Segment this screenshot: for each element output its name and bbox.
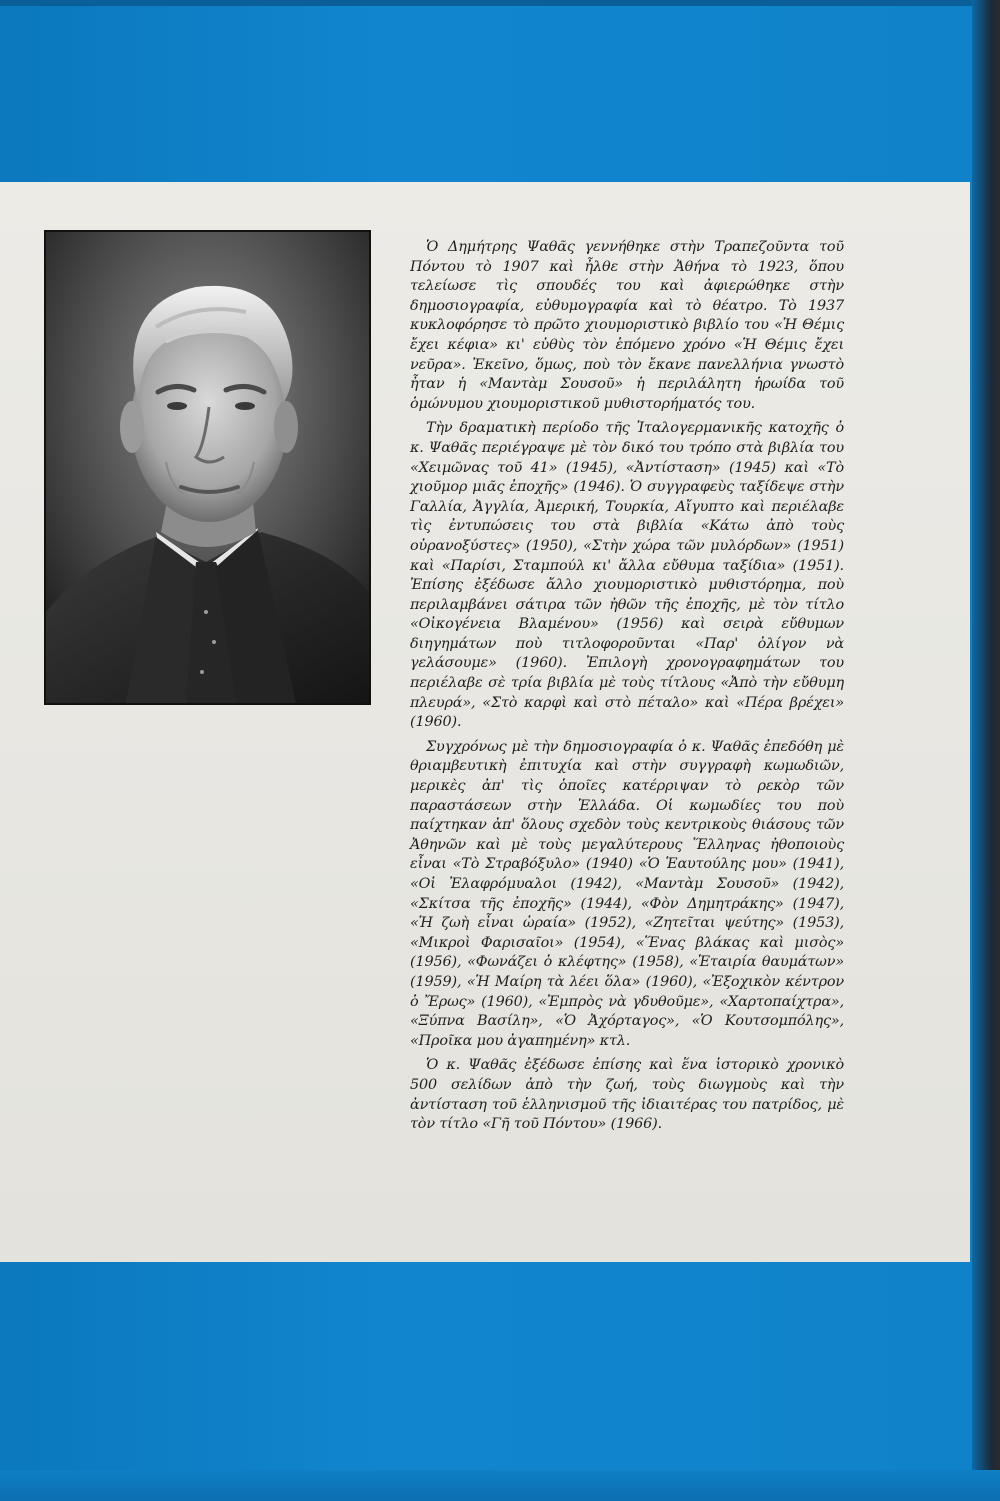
author-portrait-photo	[44, 230, 371, 705]
cover-spine-edge	[972, 0, 1000, 1501]
portrait-illustration	[46, 232, 369, 703]
cover-top-edge	[0, 0, 1000, 6]
cover-bottom-edge	[0, 1470, 1000, 1501]
bio-paragraph-birth: Ὁ Δημήτρης Ψαθᾶς γεννήθηκε στὴν Τραπεζοῦντα τοῦ Πόντου τὸ 1907 καὶ ἦλθε στὴν Ἀθήνα τὸ 1923, ὅπου τελείωσε τὶς σπουδές του καὶ ἀφιερώθηκε στὴν δημοσιογραφία, εὐθυμογραφία καὶ τὸ θέατρο. Τὸ 1937 κυκλοφόρησε τὸ πρῶτο χιουμοριστικὸ βιβλίο του «Ἡ Θέμις ἔχει κέφια» κι' εὐθὺς τὸν ἑπόμενο χρόνο «Ἡ Θέμις ἔχει νεῦρα». Ἐκεῖνο, ὅμως, ποὺ τὸν ἔκανε πανελλήνια γνωστὸ ἦταν ἡ «Μαντὰμ Σουσοῦ» ἡ περιλάλητη ἡρωίδα τοῦ ὁμώνυμου χιουμοριστικοῦ μυθιστορήματός του.	[410, 239, 844, 412]
bio-paragraph-comedies: Συγχρόνως μὲ τὴν δημοσιογραφία ὁ κ. Ψαθᾶς ἐπεδόθη μὲ θριαμβευτικὴ ἐπιτυχία καὶ στὴν συγγραφὴ κωμωδιῶν, μερικὲς ἀπ' τὶς ὁποῖες κατέρριψαν τὸ ρεκὸρ τῶν παραστάσεων στὴν Ἑλλάδα. Οἱ κωμωδίες του ποὺ παίχτηκαν ἀπ' ὅλους σχεδὸν τοὺς κεντρικοὺς θιάσους τῶν Ἀθηνῶν καὶ μὲ τοὺς μεγαλύτερους Ἕλληνας ἠθοποιοὺς εἶναι «Τὸ Στραβόξυλο» (1940) «Ὁ Ἑαυτούλης μου» (1941), «Οἱ Ἐλαφρόμυαλοι (1942), «Μαντὰμ Σουσοῦ» (1942), «Σκίτσα τῆς ἐποχῆς» (1944), «Φὸν Δημητράκης» (1947), «Ἡ ζωὴ εἶναι ὡραία» (1952), «Ζητεῖται ψεύτης» (1953), «Μικροὶ Φαρισαῖοι» (1954), «Ἕνας βλάκας καὶ μισὸς» (1956), «Φωνάζει ὁ κλέφτης» (1958), «Ἑταιρία θαυμάτων» (1959), «Ἡ Μαίρη τὰ λέει ὅλα» (1960), «Ἐξοχικὸν κέντρον ὁ Ἔρως» (1960), «Ἐμπρὸς νὰ γδυθοῦμε», «Χαρτοπαίχτρα», «Ξύπνα Βασίλη», «Ὁ Ἀχόρταγος», «Ὁ Κουτσομπόλης», «Προῖκα μου ἀγαπημένη» κτλ.	[410, 738, 844, 1049]
author-biography	[410, 238, 844, 1140]
bio-paragraph-history: Ὁ κ. Ψαθᾶς ἐξέδωσε ἐπίσης καὶ ἕνα ἱστορικὸ χρονικὸ 500 σελίδων ἀπὸ τὴν ζωή, τοὺς διωγμοὺς καὶ τὴν ἀντίσταση τοῦ ἑλληνισμοῦ τῆς ἰδιαιτέρας του πατρίδος, μὲ τὸν τίτλο «Γῆ τοῦ Πόντου» (1966).	[410, 1057, 844, 1133]
bio-paragraph-occupation-travel: Τὴν δραματικὴ περίοδο τῆς Ἰταλογερμανικῆς κατοχῆς ὁ κ. Ψαθᾶς περιέγραψε μὲ τὸν δικό του τρόπο στὰ βιβλία του «Χειμῶνας τοῦ 41» (1945), «Ἀντίσταση» (1945) καὶ «Τὸ χιοῦμορ μιᾶς ἐποχῆς» (1946). Ὁ συγγραφεὺς ταξίδεψε στὴν Γαλλία, Ἀγγλία, Ἀμερική, Τουρκία, Αἴγυπτο καὶ περιέλαβε τὶς ἐντυπώσεις του στὰ βιβλία «Κάτω ἀπὸ τοὺς οὐρανοξύστες» (1950), «Στὴν χώρα τῶν μυλόρδων» (1951) καὶ «Παρίσι, Σταμπούλ κι' ἄλλα εὔθυμα ταξίδια» (1951). Ἐπίσης ἐξέδωσε ἄλλο χιουμοριστικὸ μυθιστόρημα, ποὺ περιλαμβάνει σάτιρα τῶν ἠθῶν τῆς ἐποχῆς, μὲ τὸν τίτλο «Οἰκογένεια Βλαμένου» (1956) καὶ σειρὰ εὔθυμων διηγημάτων ποὺ τιτλοφοροῦνται «Παρ' ὀλίγον νὰ γελάσουμε» (1960). Ἐπιλογὴ χρονογραφημάτων του περιέλαβε σὲ τρία βιβλία μὲ τοὺς τίτλους «Ἀπὸ τὴν εὔθυμη πλευρά», «Στὸ καρφὶ καὶ στὸ πέταλο» καὶ «Πέρα βρέχει» (1960).	[410, 420, 844, 731]
